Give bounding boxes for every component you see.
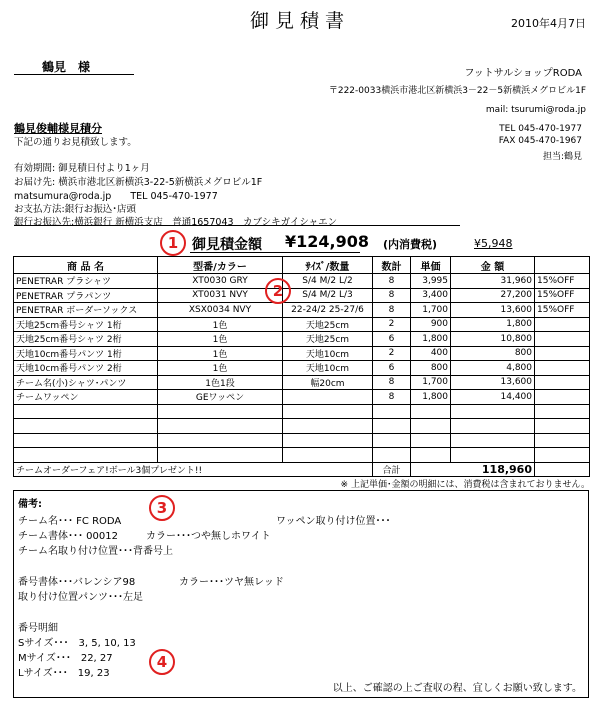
cell-size xyxy=(283,390,373,405)
cell-count: 8 xyxy=(373,288,411,303)
remarks-heading: 備考: xyxy=(18,499,42,510)
team-font: チーム書体･･･ 00012 xyxy=(18,531,118,542)
cell-amount: 14,400 xyxy=(451,390,535,405)
table-row xyxy=(14,346,590,361)
cell-size: 22-24/2 25-27/6 xyxy=(283,303,373,318)
cell-count: 2 xyxy=(373,346,411,361)
cell-count: 6 xyxy=(373,332,411,347)
cell-model: GEワッペン xyxy=(158,390,283,405)
cell-model: XT0031 NVY xyxy=(158,288,283,303)
cell-size: 幅20cm xyxy=(283,375,373,390)
cell-amount: 31,960 xyxy=(451,274,535,289)
cell-count: 8 xyxy=(373,274,411,289)
cell-size: 天地25cm xyxy=(283,332,373,347)
payment-text: お支払方法:銀行お振込･店頭 xyxy=(14,204,136,215)
cell-unit-price: 3,995 xyxy=(411,274,451,289)
cell-model: 1色 xyxy=(158,361,283,376)
size-s: Sサイズ･･･ 3, 5, 10, 13 xyxy=(18,638,136,649)
cell-amount: 13,600 xyxy=(451,375,535,390)
tax-label: (内消費税) xyxy=(383,238,438,251)
cell-count xyxy=(373,448,411,463)
cell-count: 2 xyxy=(373,317,411,332)
cell-amount xyxy=(451,433,535,448)
table-row xyxy=(14,274,590,289)
cell-size xyxy=(283,419,373,434)
patch-position: ワッペン取り付け位置･･･ xyxy=(276,516,391,527)
cell-discount: 15%OFF xyxy=(535,274,590,289)
customer-name: 鶴見 様 xyxy=(42,60,91,74)
shop-fax: FAX 045-470-1967 xyxy=(498,136,582,146)
cell-model xyxy=(158,433,283,448)
table-row xyxy=(14,375,590,390)
table-footer-row xyxy=(14,462,590,477)
cell-size: 天地10cm xyxy=(283,361,373,376)
shop-address: 〒222-0033横浜市港北区新横浜3－22－5新横浜メグロビル1F xyxy=(328,86,586,96)
table-row xyxy=(14,404,590,419)
cell-product xyxy=(14,448,158,463)
cell-product xyxy=(14,404,158,419)
cell-product: チーム名(小)シャツ･パンツ xyxy=(14,375,158,390)
cell-model: 1色 xyxy=(158,346,283,361)
cell-unit-price: 800 xyxy=(411,361,451,376)
subtotal-label: 合計 xyxy=(373,462,411,477)
size-l: Lサイズ･･･ 19, 23 xyxy=(18,668,110,679)
cell-size: S/4 M/2 L/2 xyxy=(283,274,373,289)
cell-product: PENETRAR プラシャツ xyxy=(14,274,158,289)
cell-amount: 27,200 xyxy=(451,288,535,303)
cell-discount: 15%OFF xyxy=(535,288,590,303)
cell-discount xyxy=(535,448,590,463)
tax-note: ※ 上記単価･金額の明細には、消費税は含まれておりません。 xyxy=(340,480,590,490)
cell-unit-price: 1,700 xyxy=(411,375,451,390)
cell-unit-price: 1,700 xyxy=(411,303,451,318)
cell-discount: 15%OFF xyxy=(535,303,590,318)
cell-model xyxy=(158,448,283,463)
table-row xyxy=(14,433,590,448)
cell-product xyxy=(14,433,158,448)
cell-discount xyxy=(535,332,590,347)
staff-name: 担当:鶴見 xyxy=(542,152,582,162)
remarks-box xyxy=(13,490,589,698)
table-row xyxy=(14,288,590,303)
pants-position: 取り付け位置パンツ･･･左足 xyxy=(18,592,143,603)
header-model: 型番/カラー xyxy=(158,257,283,274)
cell-amount: 13,600 xyxy=(451,303,535,318)
cell-size xyxy=(283,404,373,419)
cell-unit-price xyxy=(411,404,451,419)
cell-unit-price xyxy=(411,433,451,448)
cell-size: 天地25cm xyxy=(283,317,373,332)
cell-amount: 800 xyxy=(451,346,535,361)
cell-discount xyxy=(535,404,590,419)
cell-count xyxy=(373,419,411,434)
fair-note: チームオーダーフェア!ボール3個プレゼント!! xyxy=(14,462,373,477)
marker-3: 3 xyxy=(149,495,175,521)
table-row xyxy=(14,419,590,434)
table-row xyxy=(14,317,590,332)
cell-count xyxy=(373,404,411,419)
cell-discount xyxy=(535,375,590,390)
total-underline xyxy=(190,252,360,253)
table-row xyxy=(14,361,590,376)
cell-product: チームワッペン xyxy=(14,390,158,405)
header-unit-price: 単価 xyxy=(411,257,451,274)
header-count: 数計 xyxy=(373,257,411,274)
estimate-subject: 鶴見俊輔様見積分 xyxy=(14,122,102,135)
cell-size: S/4 M/2 L/3 xyxy=(283,288,373,303)
table-row xyxy=(14,448,590,463)
cell-discount xyxy=(535,419,590,434)
cell-model: 1色 xyxy=(158,317,283,332)
cell-amount xyxy=(451,404,535,419)
header-product: 商 品 名 xyxy=(14,257,158,274)
number-font: 番号書体･･･バレンシア98 xyxy=(18,577,136,588)
intro-text: 下記の通りお見積致します。 xyxy=(14,137,137,148)
delivery-text: お届け先: 横浜市港北区新横浜3-22-5新横浜メグロビル1F xyxy=(14,177,263,188)
cell-model xyxy=(158,419,283,434)
cell-model: XT0030 GRY xyxy=(158,274,283,289)
footer-empty-cell xyxy=(535,462,590,477)
cell-product: PENETRAR プラパンツ xyxy=(14,288,158,303)
shop-tel: TEL 045-470-1977 xyxy=(499,124,582,134)
total-amount: ¥124,908 xyxy=(285,232,370,251)
shop-name: フットサルショップRODA xyxy=(464,68,582,79)
cell-model xyxy=(158,404,283,419)
cell-product: 天地10cm番号パンツ 1桁 xyxy=(14,346,158,361)
cell-amount: 10,800 xyxy=(451,332,535,347)
size-m: Mサイズ･･･ 22, 27 xyxy=(18,653,113,664)
cell-unit-price: 400 xyxy=(411,346,451,361)
header-amount: 金 額 xyxy=(451,257,535,274)
cell-count: 8 xyxy=(373,375,411,390)
cell-discount xyxy=(535,346,590,361)
tax-amount: ¥5,948 xyxy=(474,237,513,250)
number-color: カラー･･･ツヤ無レッド xyxy=(179,577,284,588)
cell-model: 1色1段 xyxy=(158,375,283,390)
cell-product xyxy=(14,419,158,434)
cell-product: 天地25cm番号シャツ 1桁 xyxy=(14,317,158,332)
customer-underline xyxy=(14,74,134,75)
table-row xyxy=(14,390,590,405)
cell-discount xyxy=(535,390,590,405)
cell-count xyxy=(373,433,411,448)
number-detail: 番号明細 xyxy=(18,623,58,634)
cell-count: 8 xyxy=(373,303,411,318)
cell-product: PENETRAR ボーダーソックス xyxy=(14,303,158,318)
cell-size xyxy=(283,448,373,463)
cell-model: 1色 xyxy=(158,332,283,347)
bank-text: 銀行お振込先:横浜銀行 新横浜支店 普通1657043 カブシキガイシャエン xyxy=(14,217,338,228)
header-size: ｻｲｽﾞ/数量 xyxy=(283,257,373,274)
team-name: チーム名･･･ FC RODA xyxy=(18,516,122,527)
cell-size xyxy=(283,433,373,448)
table-header-row xyxy=(14,257,590,274)
cell-product: 天地10cm番号パンツ 2桁 xyxy=(14,361,158,376)
cell-unit-price: 900 xyxy=(411,317,451,332)
subtotal-value: 118,960 xyxy=(411,462,535,477)
cell-amount xyxy=(451,419,535,434)
table-row xyxy=(14,332,590,347)
contact-text: matsumura@roda.jp TEL 045-470-1977 xyxy=(14,191,218,202)
closing-text: 以上、ご確認の上ご査収の程、宜しくお願い致します。 xyxy=(332,683,582,694)
document-date: 2010年4月7日 xyxy=(511,17,586,30)
table-row xyxy=(14,303,590,318)
document-title: 御見積書 xyxy=(249,10,350,32)
items-table xyxy=(13,256,590,477)
marker-4: 4 xyxy=(149,649,175,675)
cell-amount xyxy=(451,448,535,463)
cell-unit-price xyxy=(411,448,451,463)
marker-2: 2 xyxy=(265,278,291,304)
total-label: 御見積金額 xyxy=(192,237,262,253)
cell-size: 天地10cm xyxy=(283,346,373,361)
marker-1: 1 xyxy=(160,230,186,256)
validity-text: 有効期間: 御見積日付より1ヶ月 xyxy=(14,163,150,174)
cell-discount xyxy=(535,317,590,332)
cell-unit-price: 1,800 xyxy=(411,332,451,347)
cell-discount xyxy=(535,433,590,448)
shop-mail: mail: tsurumi@roda.jp xyxy=(485,105,586,115)
cell-model: XSX0034 NVY xyxy=(158,303,283,318)
cell-count: 8 xyxy=(373,390,411,405)
header-discount xyxy=(535,257,590,274)
team-color: カラー･･･つや無しホワイト xyxy=(146,531,271,542)
cell-amount: 1,800 xyxy=(451,317,535,332)
cell-discount xyxy=(535,361,590,376)
team-position: チーム名取り付け位置･･･背番号上 xyxy=(18,546,173,557)
cell-product: 天地25cm番号シャツ 2桁 xyxy=(14,332,158,347)
cell-unit-price xyxy=(411,419,451,434)
cell-amount: 4,800 xyxy=(451,361,535,376)
bank-underline xyxy=(14,225,460,226)
cell-count: 6 xyxy=(373,361,411,376)
cell-unit-price: 1,800 xyxy=(411,390,451,405)
cell-unit-price: 3,400 xyxy=(411,288,451,303)
